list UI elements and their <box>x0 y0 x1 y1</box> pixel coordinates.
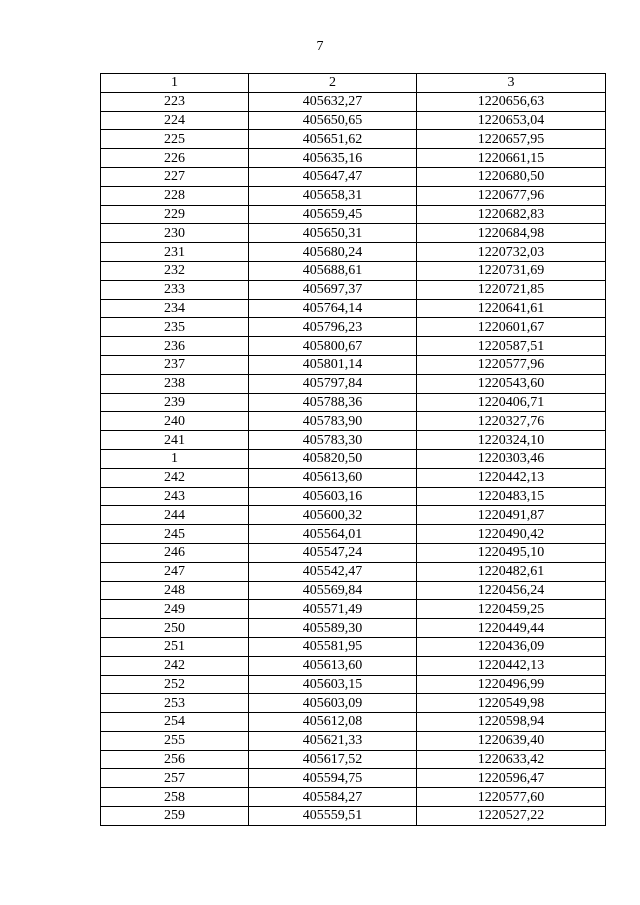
table-row <box>101 543 606 562</box>
cell-y-coordinate: 1220731,69 <box>417 261 606 280</box>
cell-x-coordinate: 405764,14 <box>249 299 417 318</box>
header-row <box>101 74 606 93</box>
cell-x-coordinate: 405783,30 <box>249 431 417 450</box>
cell-point-number: 227 <box>101 167 249 186</box>
cell-point-number: 234 <box>101 299 249 318</box>
cell-point-number: 229 <box>101 205 249 224</box>
cell-x-coordinate: 405697,37 <box>249 280 417 299</box>
coordinates-table <box>100 73 606 826</box>
cell-point-number: 242 <box>101 656 249 675</box>
cell-y-coordinate: 1220661,15 <box>417 149 606 168</box>
cell-x-coordinate: 405801,14 <box>249 355 417 374</box>
cell-y-coordinate: 1220577,96 <box>417 355 606 374</box>
cell-x-coordinate: 405635,16 <box>249 149 417 168</box>
cell-x-coordinate: 405594,75 <box>249 769 417 788</box>
cell-point-number: 233 <box>101 280 249 299</box>
cell-point-number: 240 <box>101 412 249 431</box>
table-row <box>101 694 606 713</box>
cell-x-coordinate: 405613,60 <box>249 468 417 487</box>
table-row <box>101 769 606 788</box>
table-row <box>101 449 606 468</box>
table-row <box>101 750 606 769</box>
cell-x-coordinate: 405613,60 <box>249 656 417 675</box>
table-row <box>101 807 606 826</box>
cell-y-coordinate: 1220684,98 <box>417 224 606 243</box>
table-row <box>101 318 606 337</box>
cell-point-number: 223 <box>101 92 249 111</box>
table-row <box>101 374 606 393</box>
cell-point-number: 251 <box>101 637 249 656</box>
cell-point-number: 230 <box>101 224 249 243</box>
cell-point-number: 244 <box>101 506 249 525</box>
cell-point-number: 236 <box>101 337 249 356</box>
table-row <box>101 92 606 111</box>
cell-x-coordinate: 405612,08 <box>249 713 417 732</box>
cell-x-coordinate: 405559,51 <box>249 807 417 826</box>
cell-point-number: 225 <box>101 130 249 149</box>
table-row <box>101 431 606 450</box>
cell-y-coordinate: 1220456,24 <box>417 581 606 600</box>
table-row <box>101 713 606 732</box>
cell-y-coordinate: 1220721,85 <box>417 280 606 299</box>
cell-x-coordinate: 405797,84 <box>249 374 417 393</box>
cell-point-number: 239 <box>101 393 249 412</box>
cell-x-coordinate: 405659,45 <box>249 205 417 224</box>
cell-point-number: 238 <box>101 374 249 393</box>
table-row <box>101 637 606 656</box>
cell-y-coordinate: 1220527,22 <box>417 807 606 826</box>
cell-x-coordinate: 405600,32 <box>249 506 417 525</box>
cell-point-number: 241 <box>101 431 249 450</box>
cell-x-coordinate: 405783,90 <box>249 412 417 431</box>
table-row <box>101 788 606 807</box>
cell-point-number: 253 <box>101 694 249 713</box>
cell-y-coordinate: 1220442,13 <box>417 656 606 675</box>
cell-y-coordinate: 1220596,47 <box>417 769 606 788</box>
table-row <box>101 675 606 694</box>
cell-x-coordinate: 405581,95 <box>249 637 417 656</box>
cell-y-coordinate: 1220491,87 <box>417 506 606 525</box>
table-row <box>101 130 606 149</box>
cell-point-number: 243 <box>101 487 249 506</box>
cell-x-coordinate: 405632,27 <box>249 92 417 111</box>
cell-point-number: 232 <box>101 261 249 280</box>
cell-point-number: 258 <box>101 788 249 807</box>
table-row <box>101 731 606 750</box>
header-cell-x: 2 <box>249 74 417 93</box>
table-row <box>101 525 606 544</box>
table-row <box>101 393 606 412</box>
cell-point-number: 235 <box>101 318 249 337</box>
cell-point-number: 1 <box>101 449 249 468</box>
cell-y-coordinate: 1220601,67 <box>417 318 606 337</box>
cell-point-number: 245 <box>101 525 249 544</box>
cell-x-coordinate: 405651,62 <box>249 130 417 149</box>
cell-y-coordinate: 1220436,09 <box>417 637 606 656</box>
table-row <box>101 355 606 374</box>
table-row <box>101 619 606 638</box>
cell-y-coordinate: 1220459,25 <box>417 600 606 619</box>
cell-y-coordinate: 1220732,03 <box>417 243 606 262</box>
cell-y-coordinate: 1220442,13 <box>417 468 606 487</box>
cell-y-coordinate: 1220495,10 <box>417 543 606 562</box>
table-row <box>101 562 606 581</box>
table-body <box>101 92 606 825</box>
cell-point-number: 254 <box>101 713 249 732</box>
cell-x-coordinate: 405584,27 <box>249 788 417 807</box>
cell-y-coordinate: 1220327,76 <box>417 412 606 431</box>
table-row <box>101 186 606 205</box>
cell-point-number: 246 <box>101 543 249 562</box>
cell-x-coordinate: 405658,31 <box>249 186 417 205</box>
table-row <box>101 600 606 619</box>
cell-y-coordinate: 1220449,44 <box>417 619 606 638</box>
cell-y-coordinate: 1220549,98 <box>417 694 606 713</box>
table-row <box>101 656 606 675</box>
cell-x-coordinate: 405603,09 <box>249 694 417 713</box>
cell-y-coordinate: 1220587,51 <box>417 337 606 356</box>
cell-y-coordinate: 1220406,71 <box>417 393 606 412</box>
cell-point-number: 249 <box>101 600 249 619</box>
table-row <box>101 280 606 299</box>
cell-x-coordinate: 405589,30 <box>249 619 417 638</box>
cell-point-number: 248 <box>101 581 249 600</box>
cell-x-coordinate: 405800,67 <box>249 337 417 356</box>
table-row <box>101 337 606 356</box>
cell-x-coordinate: 405564,01 <box>249 525 417 544</box>
table-row <box>101 468 606 487</box>
cell-y-coordinate: 1220641,61 <box>417 299 606 318</box>
cell-y-coordinate: 1220677,96 <box>417 186 606 205</box>
table-row <box>101 506 606 525</box>
header-cell-y: 3 <box>417 74 606 93</box>
cell-y-coordinate: 1220577,60 <box>417 788 606 807</box>
cell-point-number: 257 <box>101 769 249 788</box>
cell-y-coordinate: 1220496,99 <box>417 675 606 694</box>
cell-point-number: 226 <box>101 149 249 168</box>
cell-point-number: 247 <box>101 562 249 581</box>
cell-x-coordinate: 405688,61 <box>249 261 417 280</box>
cell-point-number: 231 <box>101 243 249 262</box>
cell-y-coordinate: 1220633,42 <box>417 750 606 769</box>
cell-y-coordinate: 1220303,46 <box>417 449 606 468</box>
table-row <box>101 111 606 130</box>
cell-point-number: 259 <box>101 807 249 826</box>
cell-y-coordinate: 1220653,04 <box>417 111 606 130</box>
table-row <box>101 412 606 431</box>
table-row <box>101 487 606 506</box>
cell-x-coordinate: 405680,24 <box>249 243 417 262</box>
table-row <box>101 261 606 280</box>
cell-point-number: 255 <box>101 731 249 750</box>
table-row <box>101 149 606 168</box>
cell-y-coordinate: 1220324,10 <box>417 431 606 450</box>
cell-y-coordinate: 1220656,63 <box>417 92 606 111</box>
table-header <box>101 74 606 93</box>
cell-x-coordinate: 405542,47 <box>249 562 417 581</box>
cell-x-coordinate: 405796,23 <box>249 318 417 337</box>
cell-x-coordinate: 405650,31 <box>249 224 417 243</box>
cell-y-coordinate: 1220490,42 <box>417 525 606 544</box>
cell-point-number: 242 <box>101 468 249 487</box>
cell-point-number: 224 <box>101 111 249 130</box>
cell-x-coordinate: 405788,36 <box>249 393 417 412</box>
table-row <box>101 581 606 600</box>
cell-point-number: 256 <box>101 750 249 769</box>
table-row <box>101 299 606 318</box>
cell-point-number: 250 <box>101 619 249 638</box>
table-row <box>101 243 606 262</box>
cell-x-coordinate: 405547,24 <box>249 543 417 562</box>
table-row <box>101 167 606 186</box>
cell-y-coordinate: 1220639,40 <box>417 731 606 750</box>
cell-x-coordinate: 405571,49 <box>249 600 417 619</box>
cell-y-coordinate: 1220598,94 <box>417 713 606 732</box>
cell-x-coordinate: 405820,50 <box>249 449 417 468</box>
cell-point-number: 252 <box>101 675 249 694</box>
cell-x-coordinate: 405569,84 <box>249 581 417 600</box>
cell-point-number: 228 <box>101 186 249 205</box>
cell-y-coordinate: 1220680,50 <box>417 167 606 186</box>
table-row <box>101 224 606 243</box>
page-number: 7 <box>316 39 324 54</box>
cell-x-coordinate: 405617,52 <box>249 750 417 769</box>
cell-y-coordinate: 1220543,60 <box>417 374 606 393</box>
cell-y-coordinate: 1220657,95 <box>417 130 606 149</box>
cell-y-coordinate: 1220682,83 <box>417 205 606 224</box>
header-cell-point: 1 <box>101 74 249 93</box>
cell-x-coordinate: 405621,33 <box>249 731 417 750</box>
cell-y-coordinate: 1220482,61 <box>417 562 606 581</box>
cell-x-coordinate: 405603,15 <box>249 675 417 694</box>
cell-y-coordinate: 1220483,15 <box>417 487 606 506</box>
cell-x-coordinate: 405603,16 <box>249 487 417 506</box>
cell-point-number: 237 <box>101 355 249 374</box>
cell-x-coordinate: 405650,65 <box>249 111 417 130</box>
table-row <box>101 205 606 224</box>
cell-x-coordinate: 405647,47 <box>249 167 417 186</box>
